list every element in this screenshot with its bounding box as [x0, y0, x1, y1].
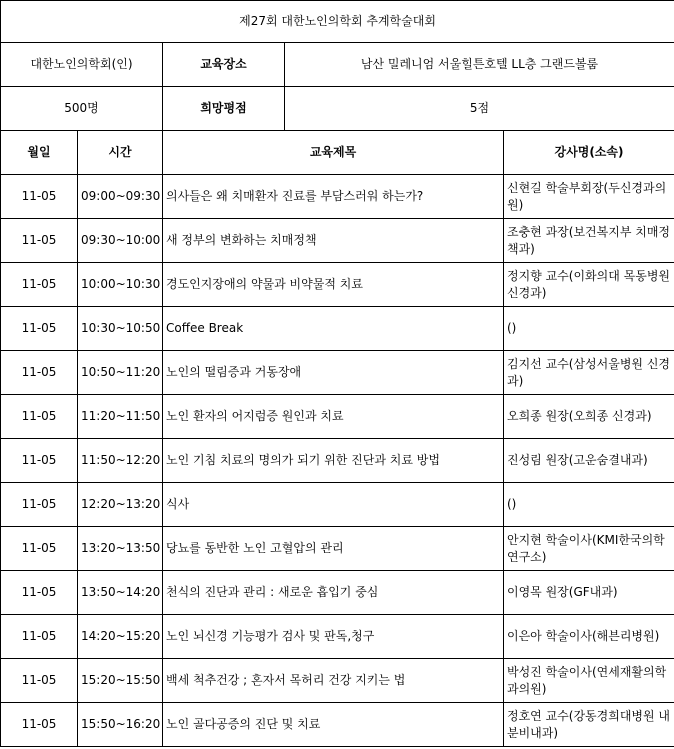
- row-time: 15:20~15:50: [78, 659, 163, 703]
- row-date: 11-05: [1, 219, 78, 263]
- row-time: 10:50~11:20: [78, 351, 163, 395]
- row-lecturer: 박성진 학술이사(연세재활의학과의원): [504, 659, 674, 703]
- table-row: [1, 351, 674, 395]
- row-subject: 백세 척추건강 ; 혼자서 목허리 건강 지키는 법: [163, 659, 504, 703]
- row-date: 11-05: [1, 703, 78, 747]
- row-date: 11-05: [1, 263, 78, 307]
- row-subject: 노인의 떨림증과 거동장애: [163, 351, 504, 395]
- table-row: [1, 395, 674, 439]
- table-row: [1, 571, 674, 615]
- table-row: [1, 483, 674, 527]
- header-time: 시간: [78, 131, 163, 175]
- row-date: 11-05: [1, 527, 78, 571]
- table-row: [1, 659, 674, 703]
- table-row: [1, 615, 674, 659]
- row-lecturer: 이영목 원장(GF내과): [504, 571, 674, 615]
- row-time: 11:50~12:20: [78, 439, 163, 483]
- title-row: [1, 1, 674, 43]
- row-time: 10:00~10:30: [78, 263, 163, 307]
- row-date: 11-05: [1, 571, 78, 615]
- header-date: 월일: [1, 131, 78, 175]
- header-row: [1, 131, 674, 175]
- venue-row: [1, 43, 674, 87]
- row-lecturer: 진성림 원장(고운숨결내과): [504, 439, 674, 483]
- row-subject: 노인 골다공증의 진단 및 치료: [163, 703, 504, 747]
- header-subject: 교육제목: [163, 131, 504, 175]
- row-date: 11-05: [1, 483, 78, 527]
- header-lecturer: 강사명(소속): [504, 131, 674, 175]
- row-lecturer: 안지현 학술이사(KMI한국의학연구소): [504, 527, 674, 571]
- row-subject: 새 정부의 변화하는 치매정책: [163, 219, 504, 263]
- row-lecturer: 신현길 학술부회장(두신경과의원): [504, 175, 674, 219]
- row-lecturer: (): [504, 307, 674, 351]
- row-subject: 당뇨를 동반한 노인 고혈압의 관리: [163, 527, 504, 571]
- row-time: 14:20~15:20: [78, 615, 163, 659]
- capacity-cell: 500명: [1, 87, 163, 131]
- row-date: 11-05: [1, 659, 78, 703]
- row-lecturer: 오희종 원장(오희종 신경과): [504, 395, 674, 439]
- score-label: 희망평점: [163, 87, 285, 131]
- row-lecturer: 김지선 교수(삼성서울병원 신경과): [504, 351, 674, 395]
- row-date: 11-05: [1, 439, 78, 483]
- row-date: 11-05: [1, 615, 78, 659]
- row-subject: 노인 뇌신경 기능평가 검사 및 판독,청구: [163, 615, 504, 659]
- venue-label: 교육장소: [163, 43, 285, 87]
- row-date: 11-05: [1, 351, 78, 395]
- row-date: 11-05: [1, 175, 78, 219]
- table-row: [1, 703, 674, 747]
- row-time: 13:20~13:50: [78, 527, 163, 571]
- row-subject: 경도인지장애의 약물과 비약물적 치료: [163, 263, 504, 307]
- row-time: 09:30~10:00: [78, 219, 163, 263]
- row-lecturer: 조충현 과장(보건복지부 치매정책과): [504, 219, 674, 263]
- row-subject: 식사: [163, 483, 504, 527]
- event-title: 제27회 대한노인의학회 추계학술대회: [1, 1, 674, 43]
- score-row: [1, 87, 674, 131]
- row-lecturer: 이은아 학술이사(해븐리병원): [504, 615, 674, 659]
- organizer-cell: 대한노인의학회(인): [1, 43, 163, 87]
- table-row: [1, 175, 674, 219]
- row-date: 11-05: [1, 395, 78, 439]
- score-value: 5점: [285, 87, 674, 131]
- table-row: [1, 307, 674, 351]
- row-date: 11-05: [1, 307, 78, 351]
- venue-value: 남산 밀레니엄 서울힐튼호텔 LL층 그랜드볼룸: [285, 43, 674, 87]
- row-lecturer: 정지향 교수(이화의대 목동병원 신경과): [504, 263, 674, 307]
- row-subject: 노인 환자의 어지럼증 원인과 치료: [163, 395, 504, 439]
- table-row: [1, 219, 674, 263]
- row-subject: 의사들은 왜 치매환자 진료를 부담스러워 하는가?: [163, 175, 504, 219]
- row-time: 15:50~16:20: [78, 703, 163, 747]
- table-row: [1, 527, 674, 571]
- row-subject: 천식의 진단과 관리 : 새로운 흡입기 중심: [163, 571, 504, 615]
- row-subject: 노인 기침 치료의 명의가 되기 위한 진단과 치료 방법: [163, 439, 504, 483]
- row-lecturer: (): [504, 483, 674, 527]
- row-lecturer: 정호연 교수(강동경희대병원 내분비내과): [504, 703, 674, 747]
- row-time: 12:20~13:20: [78, 483, 163, 527]
- row-time: 10:30~10:50: [78, 307, 163, 351]
- table-row: [1, 263, 674, 307]
- row-time: 09:00~09:30: [78, 175, 163, 219]
- row-subject: Coffee Break: [163, 307, 504, 351]
- row-time: 11:20~11:50: [78, 395, 163, 439]
- row-time: 13:50~14:20: [78, 571, 163, 615]
- table-row: [1, 439, 674, 483]
